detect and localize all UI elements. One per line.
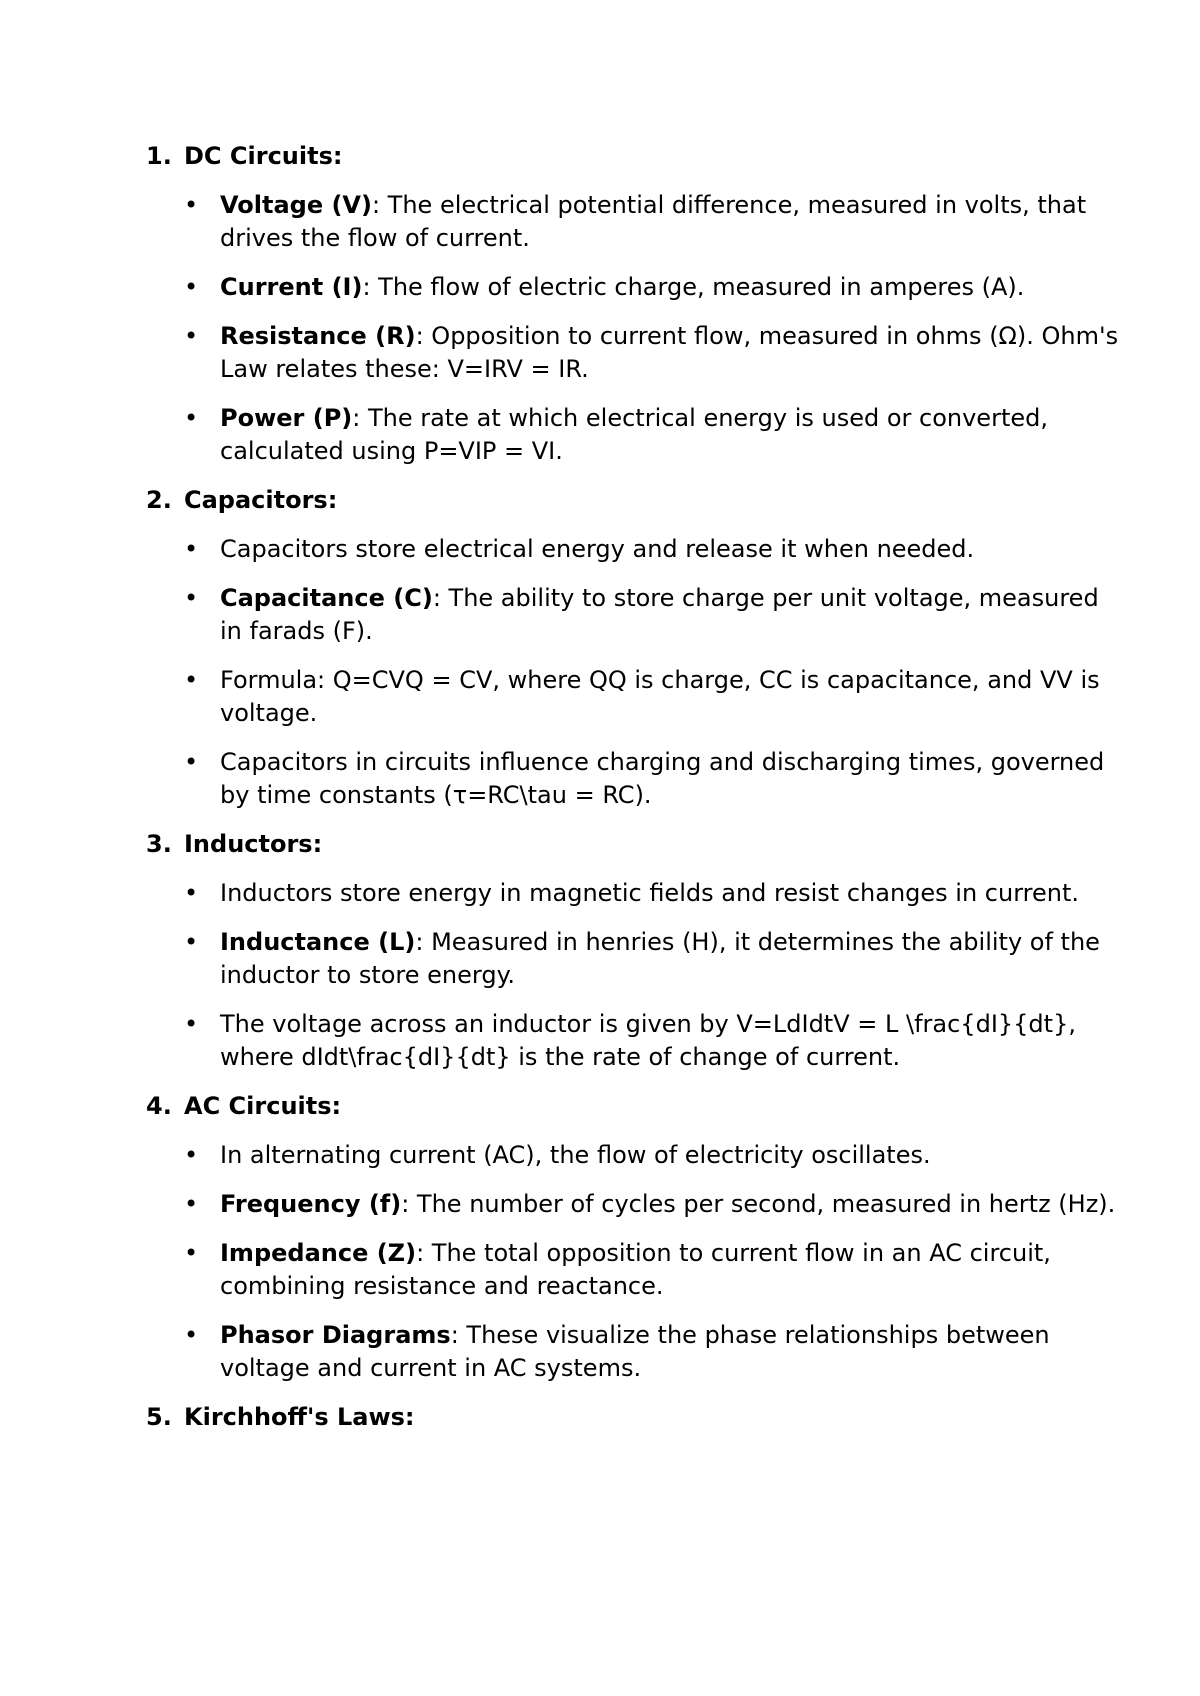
- section-number: 4.: [146, 1092, 172, 1120]
- bullet-text: The voltage across an inductor is given by V=LdIdtV = L \frac{dI}{dt}, where dIdt\frac{dI}{dt} is the rate of change of current.: [220, 1010, 1076, 1071]
- section-number: 2.: [146, 486, 172, 514]
- bullet-text: In alternating current (AC), the flow of electricity oscillates.: [220, 1141, 931, 1169]
- list-item: [146, 746, 1146, 812]
- list-item: [146, 926, 1146, 992]
- section-ac-circuits: [146, 1090, 1116, 1385]
- bullet-icon: •: [184, 748, 199, 776]
- bullet-icon: •: [184, 1239, 199, 1267]
- bullet-icon: •: [184, 1190, 199, 1218]
- list-item: [146, 664, 1146, 730]
- list-item: [146, 320, 1146, 386]
- bullet-list: [146, 877, 1100, 1074]
- bullet-term: Frequency (f): [220, 1190, 402, 1218]
- bullet-text: Formula: Q=CVQ = CV, where QQ is charge, CC is capacitance, and VV is voltage.: [220, 666, 1100, 727]
- document-body: [146, 140, 1119, 1450]
- bullet-icon: •: [184, 191, 199, 219]
- list-item: [146, 1319, 1146, 1385]
- bullet-text: : The ability to store charge per unit voltage, measured in farads (F).: [220, 584, 1099, 645]
- bullet-icon: •: [184, 273, 199, 301]
- bullet-icon: •: [184, 535, 199, 563]
- section-inductors: [146, 828, 1100, 1074]
- list-item: [146, 877, 1146, 910]
- bullet-text: Capacitors store electrical energy and release it when needed.: [220, 535, 975, 563]
- list-item: [146, 1188, 1146, 1221]
- section-heading: [146, 828, 1066, 861]
- bullet-text: : The electrical potential difference, measured in volts, that drives the flow of current.: [220, 191, 1087, 252]
- bullet-text: Capacitors in circuits influence charging and discharging times, governed by time constants (τ=RC\tau = RC).: [220, 748, 1105, 809]
- bullet-term: Voltage (V): [220, 191, 372, 219]
- section-dc-circuits: [146, 140, 1119, 468]
- section-heading: [146, 1090, 1066, 1123]
- bullet-icon: •: [184, 1010, 199, 1038]
- bullet-text: : Opposition to current flow, measured in ohms (Ω). Ohm's Law relates these: V=IRV = IR.: [220, 322, 1119, 383]
- bullet-term: Inductance (L): [220, 928, 416, 956]
- list-item: [146, 1237, 1146, 1303]
- section-title: Kirchhoff's Laws:: [184, 1403, 415, 1431]
- bullet-term: Impedance (Z): [220, 1239, 417, 1267]
- bullet-icon: •: [184, 666, 199, 694]
- bullet-text: : The total opposition to current flow in an AC circuit, combining resistance and reactance.: [220, 1239, 1051, 1300]
- bullet-text: : The flow of electric charge, measured in amperes (A).: [362, 273, 1025, 301]
- bullet-text: : These visualize the phase relationships between voltage and current in AC systems.: [220, 1321, 1050, 1382]
- bullet-term: Resistance (R): [220, 322, 416, 350]
- section-heading: [146, 140, 1066, 173]
- bullet-text: : Measured in henries (H), it determines the ability of the inductor to store energy.: [220, 928, 1100, 989]
- section-number: 3.: [146, 830, 172, 858]
- bullet-list: [146, 533, 1105, 812]
- list-item: [146, 189, 1146, 255]
- bullet-icon: •: [184, 1141, 199, 1169]
- section-title: DC Circuits:: [184, 142, 343, 170]
- list-item: [146, 582, 1146, 648]
- bullet-term: Power (P): [220, 404, 353, 432]
- section-heading: [146, 484, 1066, 517]
- bullet-text: : The number of cycles per second, measured in hertz (Hz).: [401, 1190, 1116, 1218]
- list-item: [146, 1008, 1146, 1074]
- bullet-list: [146, 1139, 1116, 1385]
- bullet-term: Phasor Diagrams: [220, 1321, 451, 1349]
- list-item: [146, 271, 1146, 304]
- list-item: [146, 402, 1146, 468]
- section-capacitors: [146, 484, 1105, 812]
- list-item: [146, 1139, 1146, 1172]
- bullet-term: Current (I): [220, 273, 363, 301]
- section-heading: [146, 1401, 1066, 1434]
- bullet-icon: •: [184, 404, 199, 432]
- section-title: Capacitors:: [184, 486, 338, 514]
- bullet-text: : The rate at which electrical energy is used or converted, calculated using P=VIP = VI.: [220, 404, 1048, 465]
- list-item: [146, 533, 1146, 566]
- bullet-term: Capacitance (C): [220, 584, 433, 612]
- section-kirchhoffs-laws: [146, 1401, 1066, 1434]
- section-title: Inductors:: [184, 830, 323, 858]
- section-number: 1.: [146, 142, 172, 170]
- bullet-icon: •: [184, 584, 199, 612]
- bullet-icon: •: [184, 928, 199, 956]
- bullet-icon: •: [184, 879, 199, 907]
- bullet-icon: •: [184, 1321, 199, 1349]
- section-number: 5.: [146, 1403, 172, 1431]
- bullet-list: [146, 189, 1119, 468]
- bullet-icon: •: [184, 322, 199, 350]
- section-title: AC Circuits:: [184, 1092, 342, 1120]
- bullet-text: Inductors store energy in magnetic fields and resist changes in current.: [220, 879, 1080, 907]
